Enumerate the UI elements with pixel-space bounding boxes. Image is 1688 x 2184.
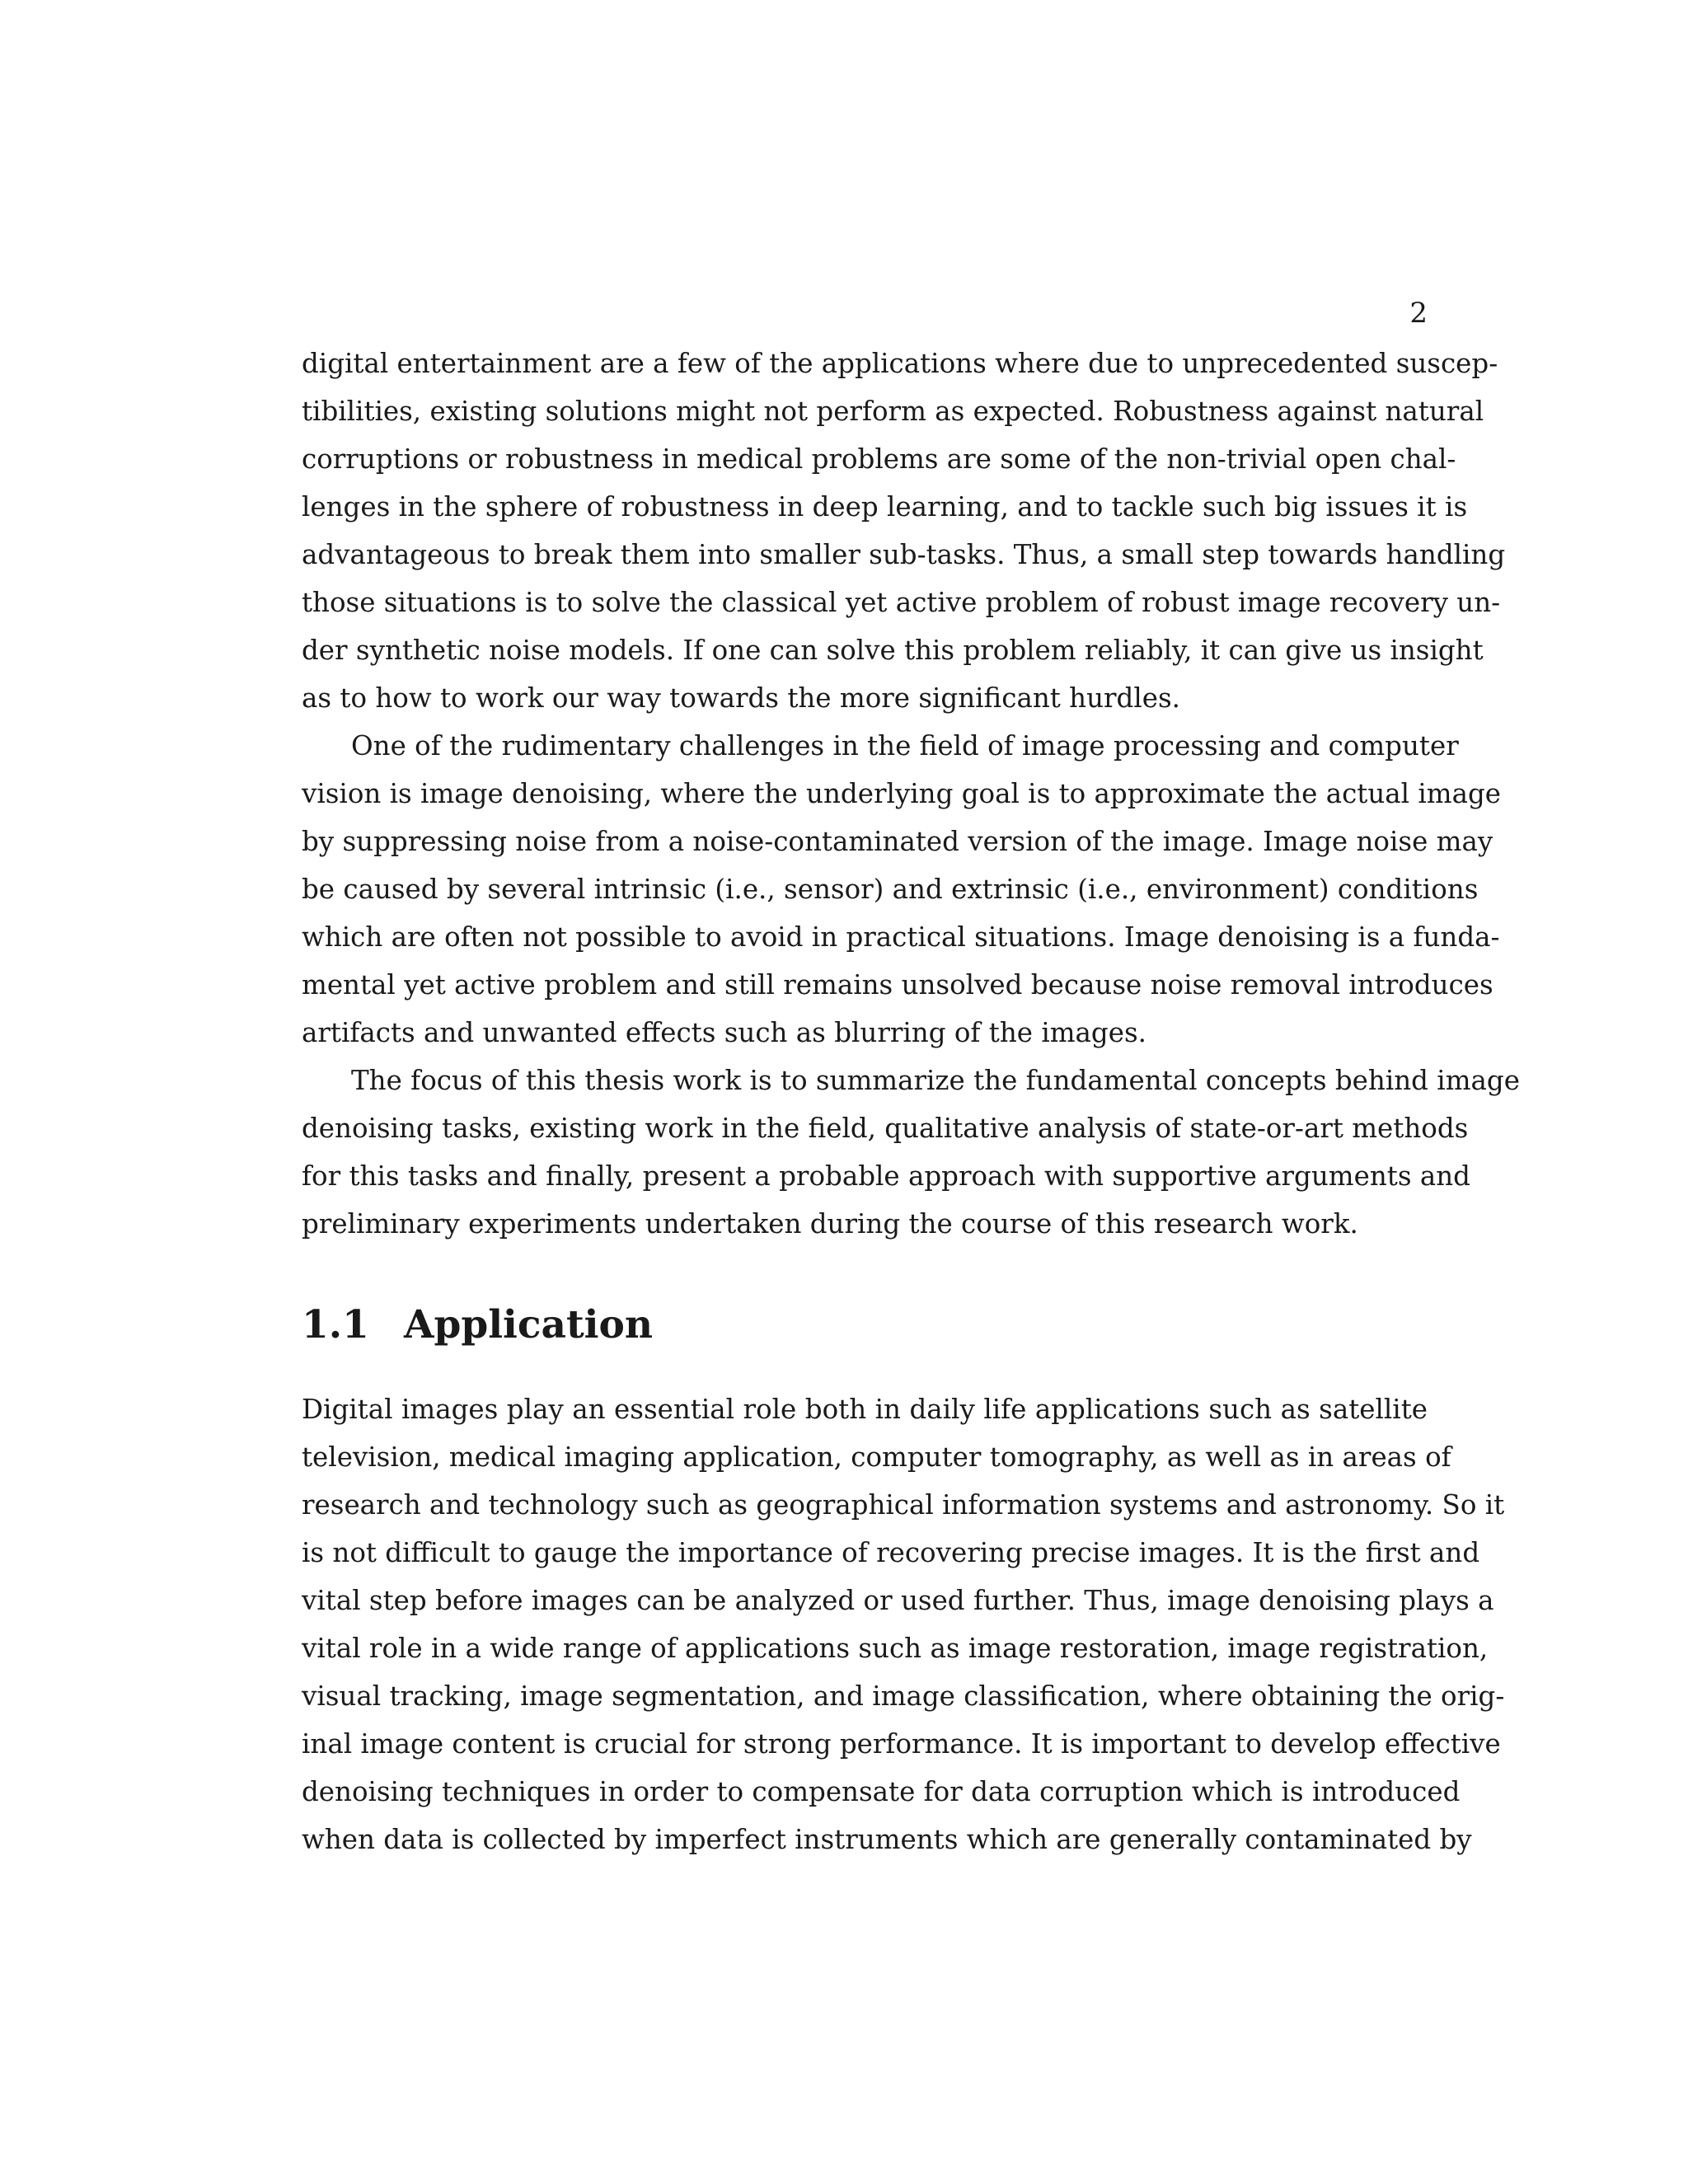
text-line: mental yet active problem and still remains unsolved because noise removal introduces (302, 969, 1493, 1001)
text-line: denoising techniques in order to compensate for data corruption which is introduced (302, 1776, 1461, 1807)
text-line: visual tracking, image segmentation, and image classification, where obtaining the orig- (302, 1680, 1505, 1712)
text-line: is not difficult to gauge the importance of recovering precise images. It is the first and (302, 1537, 1480, 1568)
text-line: The focus of this thesis work is to summarize the fundamental concepts behind image (351, 1065, 1520, 1096)
section-title: Application (404, 1302, 654, 1347)
text-line: preliminary experiments undertaken during the course of this research work. (302, 1208, 1358, 1240)
text-line: advantageous to break them into smaller sub-tasks. Thus, a small step towards handling (302, 539, 1506, 570)
text-line: der synthetic noise models. If one can solve this problem reliably, it can give us insight (302, 635, 1484, 666)
text-line: those situations is to solve the classical yet active problem of robust image recovery un- (302, 587, 1501, 618)
text-line: Digital images play an essential role both in daily life applications such as satellite (302, 1394, 1428, 1425)
text-line: lenges in the sphere of robustness in deep learning, and to tackle such big issues it is (302, 491, 1468, 523)
text-line: which are often not possible to avoid in practical situations. Image denoising is a funda- (302, 921, 1500, 953)
section-heading (302, 1301, 653, 1350)
text-line: denoising tasks, existing work in the field, qualitative analysis of state-or-art methods (302, 1113, 1469, 1144)
text-line: research and technology such as geographical information systems and astronomy. So it (302, 1489, 1505, 1521)
text-line: vital role in a wide range of applications such as image restoration, image registration, (302, 1633, 1489, 1664)
text-line: vital step before images can be analyzed or used further. Thus, image denoising plays a (302, 1585, 1494, 1616)
text-line: corruptions or robustness in medical problems are some of the non-trivial open chal- (302, 443, 1456, 475)
text-line: One of the rudimentary challenges in the field of image processing and computer (351, 730, 1459, 762)
text-line: inal image content is crucial for strong performance. It is important to develop effective (302, 1728, 1501, 1760)
text-line: for this tasks and finally, present a probable approach with supportive arguments and (302, 1160, 1470, 1192)
text-line: digital entertainment are a few of the applications where due to unprecedented suscep- (302, 348, 1498, 379)
text-line: be caused by several intrinsic (i.e., sensor) and extrinsic (i.e., environment) conditions (302, 874, 1479, 905)
text-line: artifacts and unwanted effects such as blurring of the images. (302, 1017, 1146, 1048)
page-number: 2 (1409, 297, 1428, 330)
text-line: tibilities, existing solutions might not perform as expected. Robustness against natural (302, 396, 1484, 427)
text-line: as to how to work our way towards the more significant hurdles. (302, 682, 1180, 714)
text-line: television, medical imaging application, computer tomography, as well as in areas of (302, 1441, 1451, 1473)
text-line: by suppressing noise from a noise-contaminated version of the image. Image noise may (302, 826, 1493, 857)
section-number: 1.1 (302, 1302, 369, 1347)
text-line: when data is collected by imperfect instruments which are generally contaminated by (302, 1824, 1472, 1855)
text-line: vision is image denoising, where the underlying goal is to approximate the actual image (302, 778, 1502, 809)
